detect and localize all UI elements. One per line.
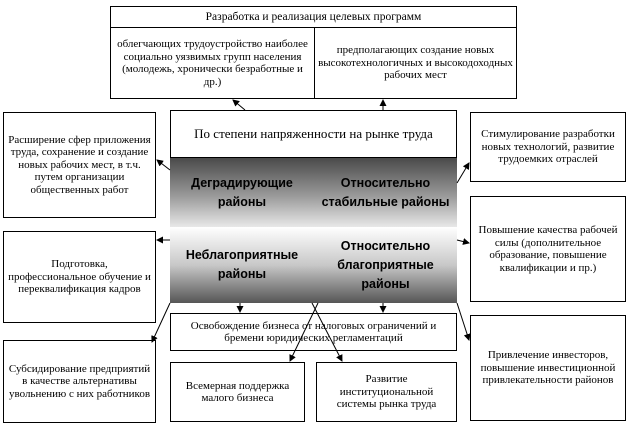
arrow-to-programs-left bbox=[233, 100, 245, 110]
measure-expand-employment: Расширение сфер приложения труда, сохранение и создание новых рабочих мест, в т.ч. путем организации общественных работ bbox=[3, 112, 156, 218]
quadrant-relatively-stable-regions: Относительно стабильные районы bbox=[314, 158, 457, 227]
measure-workforce-quality: Повышение качества рабочей силы (дополнительное образование, повышение квалификации и пр.) bbox=[470, 196, 626, 302]
quadrant-unfavorable-regions: Неблагоприятные районы bbox=[170, 227, 314, 303]
measure-small-business-support: Всемерная поддержка малого бизнеса bbox=[170, 362, 305, 422]
quadrant-relatively-favorable-regions: Относительно благоприятные районы bbox=[314, 227, 457, 303]
target-programs-title: Разработка и реализация целевых программ bbox=[110, 6, 517, 28]
arrow-to-left-box1 bbox=[157, 160, 170, 170]
measure-attract-investors: Привлечение инвесторов, повышение инвестиционной привлекательности районов bbox=[470, 315, 626, 421]
arrow-to-right-box3 bbox=[457, 303, 469, 340]
arrow-to-institutional bbox=[312, 303, 342, 361]
measure-training-retraining: Подготовка, профессиональное обучение и переквалификация кадров bbox=[3, 231, 156, 323]
arrow-to-left-box3 bbox=[152, 303, 170, 342]
programs-vulnerable-groups: облегчающих трудоустройство наиболее социально уязвимых групп населения (молодежь, хронически безработные и др.) bbox=[110, 27, 315, 99]
measure-subsidizing-enterprises: Субсидирование предприятий в качестве альтернативы увольнению с них работников bbox=[3, 340, 156, 423]
quadrant-degrading-regions: Деградирующие районы bbox=[170, 158, 314, 227]
tension-classification-title: По степени напряженности на рынке труда bbox=[170, 110, 457, 158]
arrow-to-right-box1 bbox=[457, 163, 469, 183]
programs-high-tech-jobs: предполагающих создание новых высокотехнологичных и высокодоходных рабочих мест bbox=[314, 27, 517, 99]
measure-stimulate-technologies: Стимулирование разработки новых технологий, развитие трудоемких отраслей bbox=[470, 112, 626, 182]
arrow-to-right-box2 bbox=[457, 240, 469, 243]
measure-institutional-labor-market: Развитие институциональной системы рынка труда bbox=[316, 362, 457, 422]
measure-release-business-restrictions: Освобождение бизнеса от налоговых ограничений и бремени юридических регламентаций bbox=[170, 313, 457, 351]
arrow-to-small-business bbox=[290, 303, 318, 361]
